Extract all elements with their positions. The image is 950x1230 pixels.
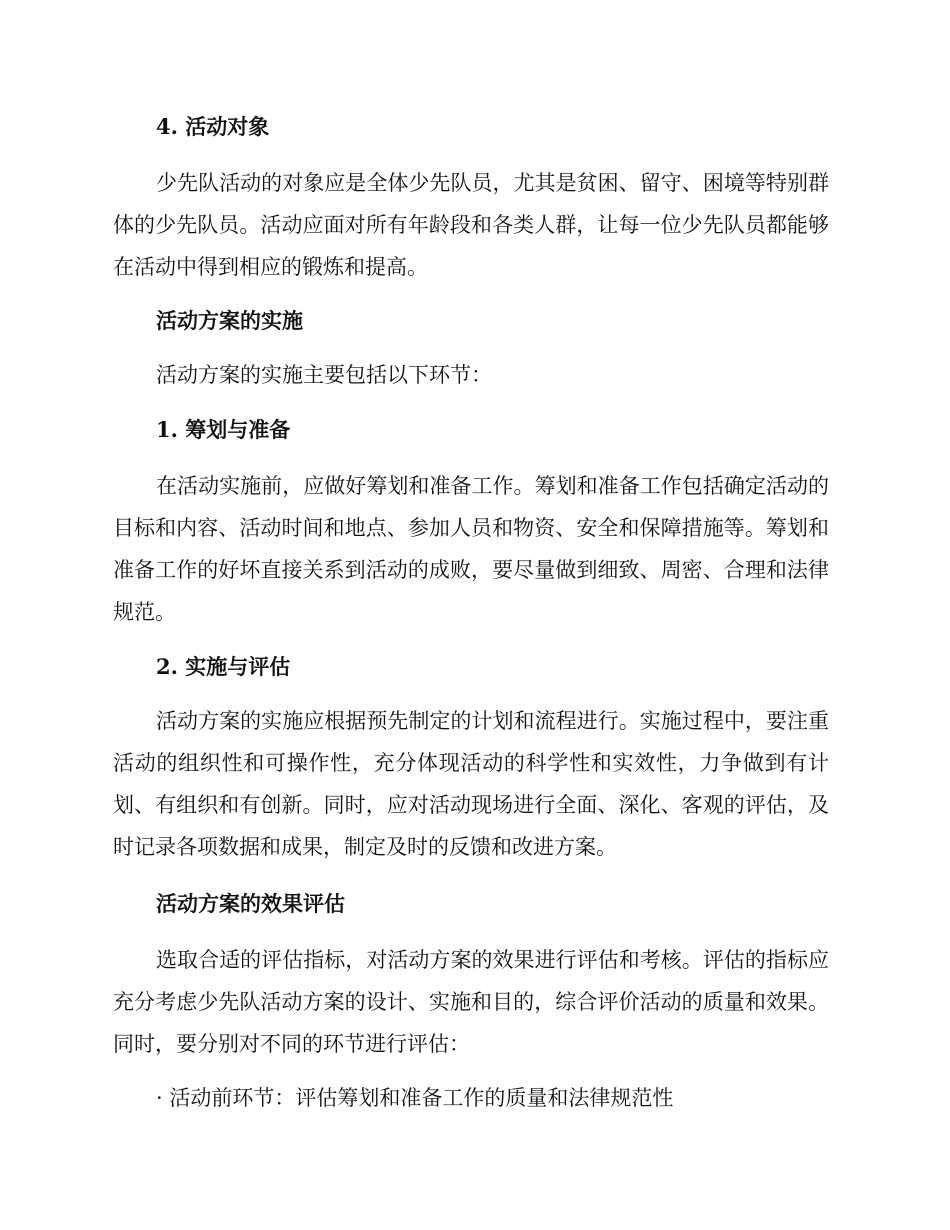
paragraph-activity-target: 少先队活动的对象应是全体少先队员，尤其是贫困、留守、困境等特别群体的少先队员。活动应面对所有年龄段和各类人群，让每一位少先队员都能够在活动中得到相应的锻炼和提高。 [113,171,829,279]
heading-execution-evaluation: 2. 实施与评估 [156,654,291,679]
heading-plan-implementation: 活动方案的实施 [156,308,303,333]
paragraph-planning-preparation: 在活动实施前，应做好筹划和准备工作。筹划和准备工作包括确定活动的目标和内容、活动时间和地点、参加人员和物资、安全和保障措施等。筹划和准备工作的好坏直接关系到活动的成败，要尽量做到细致、周密、合理和法律规范。 [113,474,829,624]
heading-effect-evaluation: 活动方案的效果评估 [156,891,345,916]
paragraph-plan-implementation: 活动方案的实施主要包括以下环节： [156,363,492,387]
heading-planning-preparation: 1. 筹划与准备 [156,417,291,442]
heading-activity-target: 4. 活动对象 [156,114,270,139]
paragraph-effect-evaluation: 选取合适的评估指标，对活动方案的效果进行评估和考核。评估的指标应充分考虑少先队活动方案的设计、实施和目的，综合评价活动的质量和效果。同时，要分别对不同的环节进行评估： [113,948,829,1056]
paragraph-execution-evaluation: 活动方案的实施应根据预先制定的计划和流程进行。实施过程中，要注重活动的组织性和可操作性，充分体现活动的科学性和实效性，力争做到有计划、有组织和有创新。同时，应对活动现场进行全面、深化、客观的评估，及时记录各项数据和成果，制定及时的反馈和改进方案。 [113,709,829,859]
bullet-item-pre-activity: · 活动前环节：评估筹划和准备工作的质量和法律规范性 [156,1086,674,1110]
